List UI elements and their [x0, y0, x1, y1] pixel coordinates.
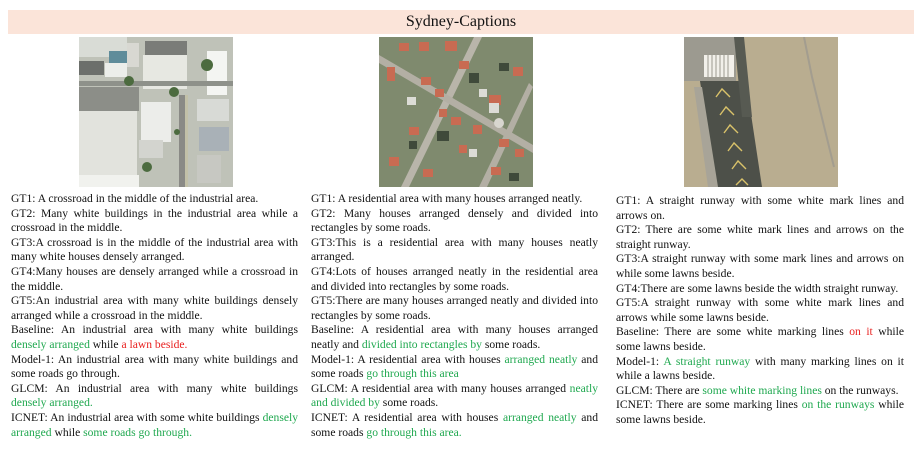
- caption-text: while: [51, 425, 84, 439]
- correct-phrase: go through this area: [366, 367, 459, 381]
- caption-text: GT4:There are some lawns beside the width straight runway.: [616, 281, 899, 295]
- caption-gt1: [311, 192, 598, 207]
- caption-model-1: [616, 355, 904, 384]
- caption-text: GT4:Many houses are densely arranged while a crossroad in the middle.: [11, 264, 298, 293]
- table-header-title: Sydney-Captions: [8, 10, 914, 34]
- caption-text: GT5:A straight runway with some white mark lines and arrows while some lawns beside.: [616, 296, 904, 324]
- caption-text: Baseline: A residential area with many houses arranged neatly and: [311, 323, 598, 351]
- correct-phrase: A straight runway: [663, 354, 751, 368]
- caption-text: GLCM: An industrial area with many white buildings: [11, 381, 298, 395]
- caption-gt3: [311, 236, 598, 265]
- caption-text: GT2: Many houses arranged densely and divided into rectangles by some roads.: [311, 206, 598, 235]
- caption-text: and some roads: [311, 410, 599, 439]
- caption-text: Model-1: A residential area with houses: [311, 352, 505, 366]
- caption-baseline: [311, 323, 598, 352]
- caption-text: ICNET: An industrial area with some white buildings: [11, 410, 263, 424]
- caption-text: some roads.: [379, 396, 439, 410]
- caption-text: ICNET: A residential area with houses: [311, 410, 503, 424]
- caption-model-1: [311, 353, 598, 382]
- caption-text: GT2: Many white buildings in the industrial area while a crossroad in the middle.: [11, 206, 298, 235]
- correct-phrase: on the runways: [801, 398, 875, 412]
- correct-phrase: some roads go through.: [83, 425, 192, 439]
- caption-text: while some lawns beside.: [616, 325, 905, 353]
- caption-model-1: [11, 353, 298, 382]
- caption-text: ICNET: There are some marking lines: [616, 398, 802, 412]
- caption-text: GLCM: There are: [616, 383, 703, 397]
- caption-text: on the runways.: [821, 383, 899, 397]
- caption-column-runway: [616, 194, 904, 428]
- caption-baseline: [616, 325, 904, 354]
- caption-text: Model-1:: [616, 354, 664, 368]
- aerial-image-residential: [379, 37, 533, 187]
- caption-text: Baseline: An industrial area with many white buildings: [11, 323, 298, 337]
- correct-phrase: divided into rectangles by: [361, 337, 482, 351]
- caption-gt4: [311, 265, 598, 294]
- caption-gt4: [11, 265, 298, 294]
- caption-text: GT3:A crossroad is in the middle of the industrial area with many white houses densely arranged.: [11, 235, 298, 264]
- incorrect-phrase: a lawn beside.: [121, 337, 188, 351]
- caption-text: and some roads: [311, 352, 599, 381]
- correct-phrase: go through this area.: [366, 425, 462, 439]
- correct-phrase: densely arranged.: [11, 396, 93, 410]
- caption-glcm: [311, 382, 598, 411]
- correct-phrase: arranged neatly: [504, 352, 578, 366]
- correct-phrase: densely arranged: [11, 337, 90, 351]
- caption-gt2: [311, 207, 598, 236]
- caption-gt5: [616, 296, 904, 325]
- aerial-image-industrial: [79, 37, 233, 187]
- caption-gt3: [11, 236, 298, 265]
- caption-glcm: [616, 384, 904, 399]
- correct-phrase: arranged neatly: [502, 410, 577, 424]
- aerial-image-runway: [684, 37, 838, 187]
- caption-text: GLCM: A residential area with many houses arranged: [311, 381, 570, 395]
- caption-gt1: [616, 194, 904, 223]
- caption-text: GT1: A straight runway with some white mark lines and arrows on.: [616, 194, 904, 222]
- caption-text: GT5:There are many houses arranged neatly and divided into rectangles by some roads.: [311, 294, 598, 322]
- caption-text: with many marking lines on it while a lawns beside.: [616, 354, 904, 383]
- caption-gt1: [11, 192, 298, 207]
- caption-gt3: [616, 252, 904, 281]
- caption-text: GT4:Lots of houses arranged neatly in the residential area and divided into rectangles by some roads.: [311, 264, 598, 293]
- caption-icnet: [11, 411, 298, 440]
- caption-gt2: [11, 207, 298, 236]
- caption-text: GT1: A crossroad in the middle of the industrial area.: [11, 192, 259, 205]
- caption-text: while: [89, 337, 122, 351]
- caption-gt4: [616, 282, 904, 297]
- caption-column-industrial: [11, 192, 298, 440]
- incorrect-phrase: on it: [849, 325, 873, 339]
- caption-text: Model-1: An industrial area with many white buildings and some roads go through.: [11, 352, 298, 381]
- caption-text: while some lawns beside.: [616, 398, 905, 426]
- caption-text: GT3:A straight runway with some mark lines and arrows on while some lawns beside.: [616, 252, 904, 280]
- correct-phrase: neatly and divided by: [311, 381, 598, 410]
- caption-text: Baseline: There are some white marking lines: [616, 325, 850, 339]
- caption-text: some roads.: [481, 337, 541, 351]
- caption-text: GT1: A residential area with many houses arranged neatly.: [311, 192, 583, 205]
- caption-text: GT3:This is a residential area with many houses neatly arranged.: [311, 235, 598, 264]
- correct-phrase: some white marking lines: [702, 383, 822, 397]
- caption-baseline: [11, 323, 298, 352]
- caption-gt5: [11, 294, 298, 323]
- caption-icnet: [311, 411, 598, 440]
- correct-phrase: densely arranged: [11, 410, 298, 439]
- caption-text: GT2: There are some white mark lines and arrows on the straight runway.: [616, 223, 904, 251]
- caption-text: GT5:An industrial area with many white buildings densely arranged while a crossroad in the middle.: [11, 294, 298, 322]
- caption-gt2: [616, 223, 904, 252]
- caption-gt5: [311, 294, 598, 323]
- caption-column-residential: [311, 192, 598, 440]
- caption-icnet: [616, 398, 904, 427]
- caption-glcm: [11, 382, 298, 411]
